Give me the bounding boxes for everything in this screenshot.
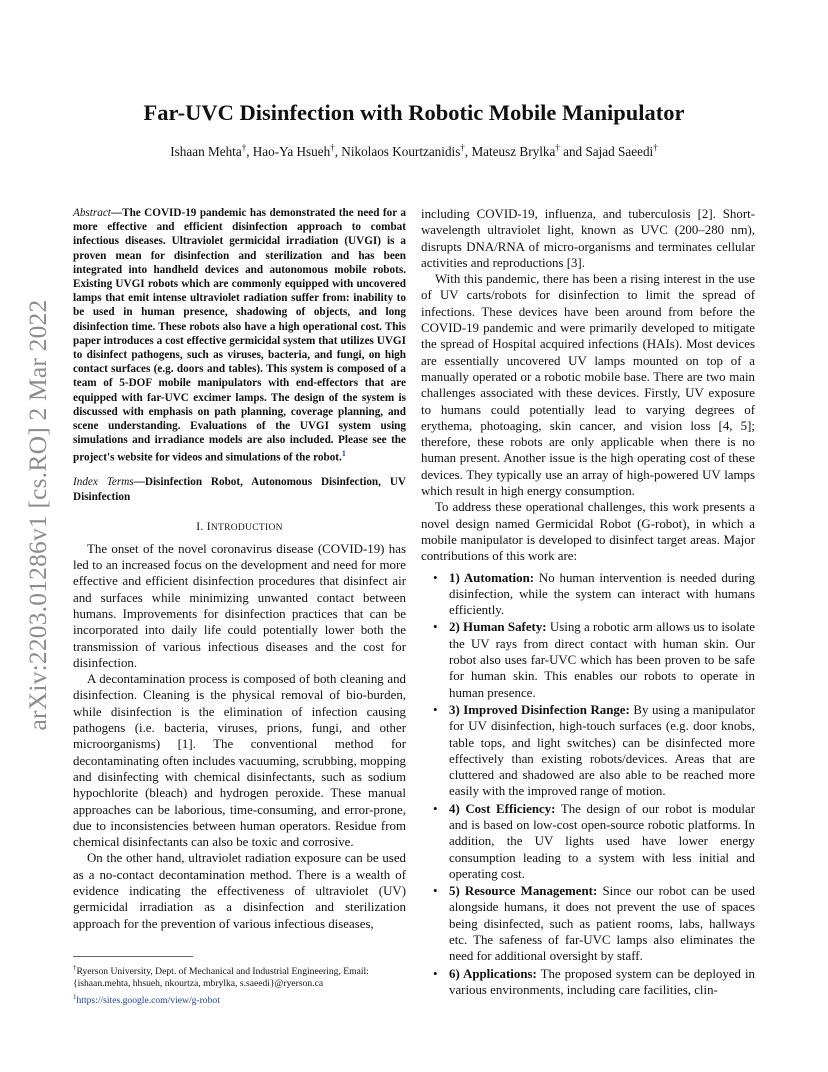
index-terms: Index Terms—Disinfection Robot, Autonomous Disinfection, UV Disinfection: [73, 476, 406, 503]
bullet-icon: •: [433, 966, 438, 981]
footnote-marker[interactable]: 1: [341, 449, 346, 459]
list-item: • 3) Improved Disinfection Range: By using a manipulator for UV disinfection, high-touch surfaces (e.g. door knobs, table tops, and light switches) can be disinfected more effectively than existing robots/devices. Areas that are cluttered and shadowed are also able to be reached more easily with the improved range of motion.: [433, 702, 755, 799]
body-paragraph: With this pandemic, there has been a rising interest in the use of UV carts/robots for disinfection to limit the spread of infections. These devices have been around from before the COVID-19 pandemic and were primarily developed to mitigate the spread of Hospital acquired infections (HAIs). Most devices are essentially uncovered UV lamps mounted on top of a manually operated or a robotic mobile base. There are two main challenges associated with these devices. Firstly, UV exposure to humans could potentially lead to varying degrees of erythema, photoaging, skin cancer, and vision loss [4, 5]; therefore, these robots are only applicable when there is no human present. Another issue is the high operating cost of these devices. They typically use an array of high-powered UV lamps which result in high energy consumption.: [421, 272, 755, 499]
left-column: [73, 206, 406, 932]
list-item: • 6) Applications: The proposed system can be deployed in various environments, including care facilities, clin-: [433, 966, 756, 997]
affiliation-footnote: †Ryerson University, Dept. of Mechanical and Industrial Engineering, Email: {ishaan.mehta, hhsueh, nkourtza, mbrylka, s.saeedi}@ryerson.ca: [73, 964, 369, 990]
body-paragraph: On the other hand, ultraviolet radiation exposure can be used as a no-contact decontamination method. There is a wealth of evidence indicating the effectiveness of ultraviolet (UV) germicidal irradiation as a disinfection and sterilization approach for the prevention of various infectious diseases,: [73, 851, 406, 931]
list-item: • 4) Cost Efficiency: The design of our robot is modular and is based on low-cost open-source robotic platforms. In addition, the UV lights used have lower energy consumption leading to a system with less initial and operating cost.: [433, 801, 755, 881]
paper-title: Far-UVC Disinfection with Robotic Mobile Manipulator: [143, 100, 685, 125]
arxiv-stamp-text: arXiv:2203.01286v1 [cs.RO] 2 Mar 2022: [23, 299, 52, 730]
bullet-icon: •: [433, 570, 438, 585]
bullet-icon: •: [433, 702, 438, 717]
bullet-icon: •: [433, 620, 438, 635]
author: Mateusz Brylka† and: [471, 143, 586, 160]
bullet-icon: •: [433, 884, 438, 899]
list-item: • 1) Automation: No human intervention is needed during disinfection, while the system can interact with humans efficiently.: [433, 570, 756, 618]
body-paragraph: The onset of the novel coronavirus disease (COVID-19) has led to an increased focus on the development and need for more effective and efficient disinfection procedures that disinfect air and surfaces while minimizing unwanted contact between humans. Improvements for disinfection practices that can be incorporated into daily life could potentially lower both the transmission of various infectious diseases and the cost for disinfection.: [73, 541, 406, 670]
list-item: • 2) Human Safety: Using a robotic arm allows us to isolate the UV rays from direct contact with human skin. Our robot also uses far-UVC which has been proven to be safe for human skin. This enables our robots to operate in human presence.: [433, 620, 755, 700]
website-footnote: $^1$https://sites.google.com/view/g-robot: [73, 992, 220, 1006]
author-list: [0, 143, 828, 160]
author: Sajad Saeedi†: [585, 143, 658, 160]
author: Hao-Ya Hsueh†,: [252, 143, 342, 160]
section-heading: I. INTRODUCTION: [196, 520, 283, 533]
right-column: [421, 206, 755, 999]
footnotes: [73, 962, 406, 1007]
body-paragraph: A decontamination process is composed of both cleaning and disinfection. Cleaning is the physical removal of bio-burden, while disinfection is the elimination of infection causing pathogens (i.e. bacteria, viruses, prions, fungi, and other microorganisms) [1]. The conventional method for decontaminating often includes vacuuming, scrubbing, mopping and disinfecting with chemical disinfectants, such as sodium hypochlorite (bleach) and hydrogen peroxide. These manual approaches can be laborious, time-consuming, and error-prone, due to inconsistencies between human operators. Residue from chemical disinfectants can also be toxic and corrosive.: [73, 672, 406, 850]
contribution-list: [421, 570, 755, 999]
author: Ishaan Mehta†,: [170, 143, 253, 160]
list-item: • 5) Resource Management: Since our robot can be used alongside humans, it does not prevent the use of spaces being disinfected, such as patient rooms, labs, hallways etc. The safeness of far-UVC lamps also eliminates the need for additional oversight by staff.: [433, 884, 755, 964]
body-paragraph: To address these operational challenges, this work presents a novel design named Germicidal Robot (G-robot), in which a mobile manipulator is developed to disinfect target areas. Major contributions of this work are:: [421, 500, 755, 564]
project-website-link[interactable]: https://sites.google.com/view/g-robot: [76, 994, 220, 1006]
footnote-divider: [73, 956, 193, 957]
arxiv-stamp: [18, 262, 58, 767]
author: Nikolaos Kourtzanidis†,: [341, 143, 472, 160]
bullet-icon: •: [433, 801, 438, 816]
abstract: Abstract—The COVID-19 pandemic has demonstrated the need for a more effective and efficient disinfection approach to combat infectious diseases. Ultraviolet germicidal irradiation (UVGI) is a proven mean for disinfection and sterilization and has been integrated into handheld devices and autonomous mobile robots. Existing UVGI robots which are commonly equipped with uncovered lamps that emit intense ultraviolet radiation suffer from: inability to be used in human presence, shadowing of objects, and long disinfection time. These robots also have a high operational cost. This paper introduces a cost effective germicidal system that utilizes UVGI to disinfect pathogens, such as viruses, bacteria, and fungi, on high contact surfaces (e.g. doors and tables). This system is composed of a team of 5-DOF mobile manipulators with end-effectors that are equipped with far-UVC excimer lamps. The design of the system is discussed with emphasis on path planning, coverage planning, and scene understanding. Evaluations of the UVGI system using simulations and irradiance models are also included. Please see the project's website for videos and simulations of the robot.$^1$: [73, 207, 406, 465]
body-paragraph: including COVID-19, influenza, and tuberculosis [2]. Short-wavelength ultraviolet light, known as UVC (200–280 nm), disrupts DNA/RNA of micro-organisms and terminates cellular activities and reproductions [3].: [421, 207, 755, 270]
